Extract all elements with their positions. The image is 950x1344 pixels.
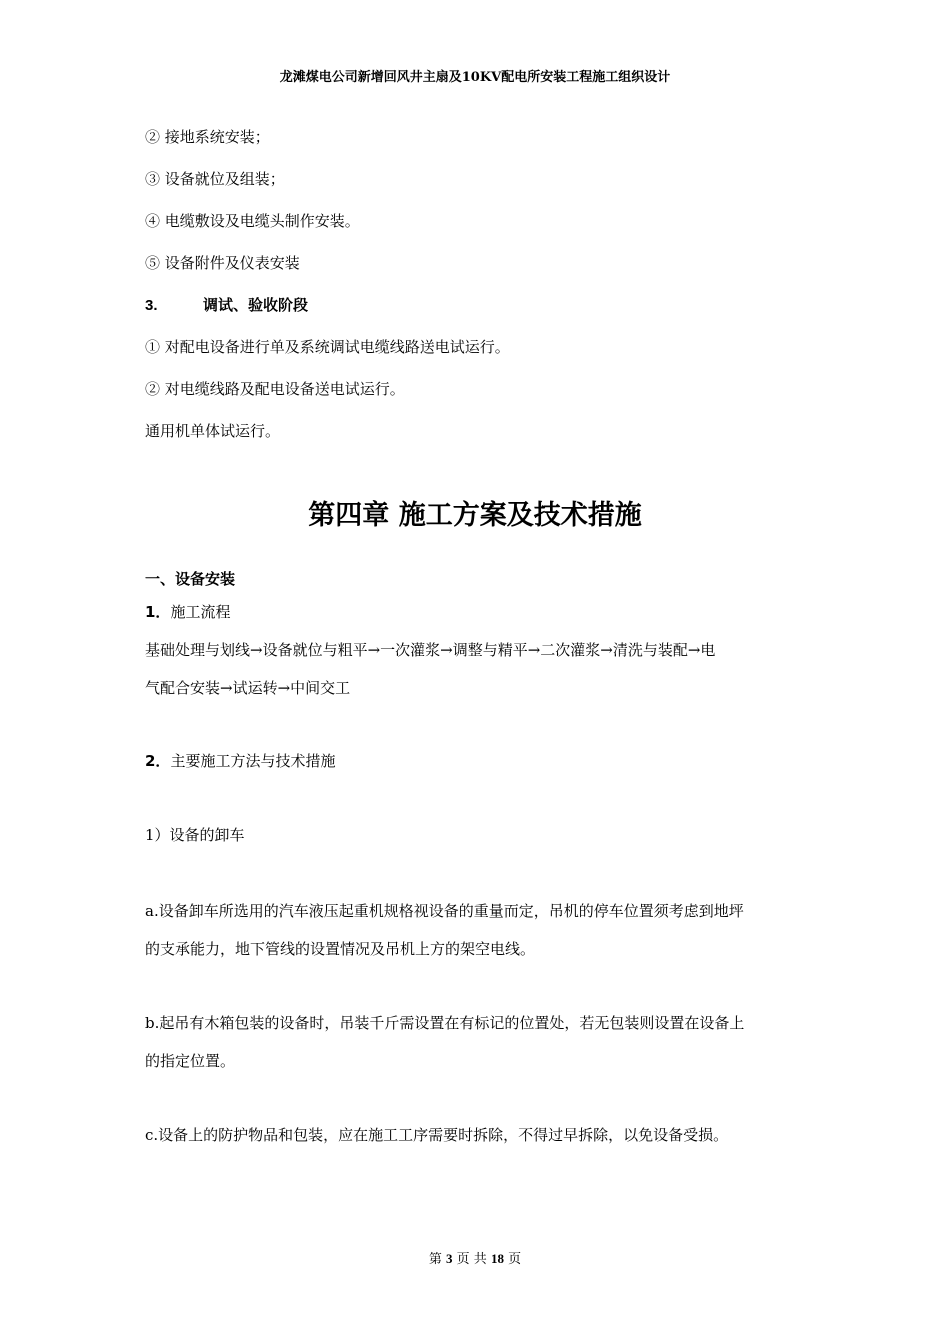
- footer-middle: 页 共: [456, 1252, 487, 1267]
- subsection-number: 2．: [145, 752, 171, 770]
- subsection-heading: [145, 750, 335, 771]
- flow-text: 基础处理与划线→设备就位与粗平→一次灌浆→调整与精平→二次灌浆→清洗与装配→电: [145, 641, 716, 659]
- subsection-title: 施工流程: [170, 603, 231, 621]
- list-item: ③ 设备就位及组装；: [145, 170, 285, 188]
- page-footer: [0, 1248, 950, 1267]
- paragraph: a.设备卸车所选用的汽车液压起重机规格视设备的重量而定，吊机的停车位置须考虑到地坪: [145, 902, 744, 920]
- chapter-title: 第四章 施工方案及技术措施: [308, 500, 642, 531]
- paragraph: b.起吊有木箱包装的设备时，吊装千斤需设置在有标记的位置处，若无包装则设置在设备上: [145, 1014, 745, 1032]
- phase-heading: [145, 294, 308, 315]
- subsection-number: 1．: [145, 603, 171, 621]
- item-heading: 1）设备的卸车: [145, 826, 245, 844]
- subsection-heading: [145, 601, 230, 622]
- current-page-number: 3: [446, 1251, 453, 1266]
- section-title: 一、设备安装: [145, 570, 236, 588]
- page-header: 龙滩煤电公司新增回风井主扇及10KV配电所安装工程施工组织设计: [279, 70, 671, 85]
- paragraph: c.设备上的防护物品和包装，应在施工工序需要时拆除，不得过早拆除，以免设备受损。: [145, 1126, 729, 1144]
- paragraph: 的指定位置。: [145, 1052, 236, 1070]
- phase-number: 3.: [145, 297, 158, 314]
- total-page-count: 18: [490, 1251, 504, 1266]
- list-item: ① 对配电设备进行单及系统调试电缆线路送电试运行。: [145, 338, 510, 356]
- list-item: ② 接地系统安装；: [145, 128, 270, 146]
- footer-suffix: 页: [508, 1252, 522, 1267]
- list-item: ④ 电缆敷设及电缆头制作安装。: [145, 212, 360, 230]
- flow-text: 气配合安装→试运转→中间交工: [145, 679, 351, 697]
- subsection-title: 主要施工方法与技术措施: [170, 752, 336, 770]
- paragraph: 的支承能力，地下管线的设置情况及吊机上方的架空电线。: [145, 940, 536, 958]
- list-item: ⑤ 设备附件及仪表安装: [145, 254, 300, 272]
- footer-prefix: 第: [428, 1252, 442, 1267]
- list-item: ② 对电缆线路及配电设备送电试运行。: [145, 380, 405, 398]
- list-item: 通用机单体试运行。: [145, 422, 281, 440]
- phase-title: 调试、验收阶段: [203, 296, 309, 314]
